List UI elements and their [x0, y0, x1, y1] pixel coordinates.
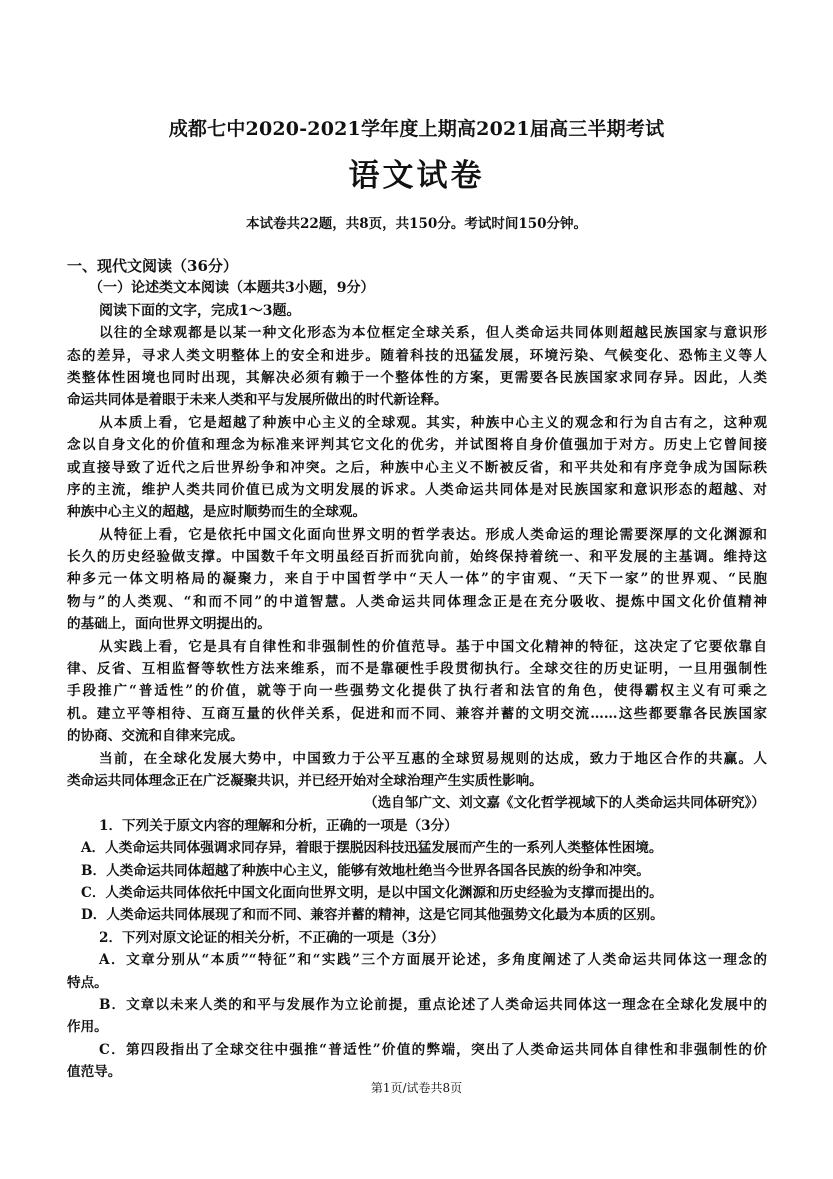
question-2-option-c-cont: 值范导。: [67, 1064, 122, 1081]
passage-line: 类整体性困境也同时出现，其解决必须有赖于一个整体性的方案，更需要各民族国家求同存异。因此，人类: [67, 369, 767, 386]
passage-line: 物与”的人类观、“和而不同”的中道智慧。人类命运共同体理念正是在充分吸收、提炼中国文化价值精神: [67, 593, 767, 610]
question-2-option-c: C．第四段指出了全球交往中强推“普适性”价值的弊端，突出了人类命运共同体自律性和非强制性的价: [99, 1041, 767, 1058]
question-2-option-a-cont: 特点。: [67, 974, 108, 991]
passage-source: （选自邹广文、刘文嘉《文化哲学视域下的人类命运共同体研究》）: [363, 795, 765, 812]
question-1-option-b: B．人类命运共同体超越了种族中心主义，能够有效地杜绝当今世界各国各民族的纷争和冲突。: [81, 862, 650, 879]
passage-line: 种多元一体文明格局的凝聚力，来自于中国哲学中“天人一体”的宇宙观、“天下一家”的世界观、“民胞: [67, 571, 767, 588]
passage-line: 以往的全球观都是以某一种文化形态为本位框定全球关系，但人类命运共同体则超越民族国家与意识形: [99, 325, 767, 342]
passage-line: 念以自身文化的价值和理念为标准来评判其它文化的优劣，并试图将自身价值强加于对方。历史上它曾间接: [67, 437, 767, 454]
paper-title: 语文试卷: [348, 158, 485, 194]
exam-content: [67, 255, 767, 1083]
passage-line: 当前，在全球化发展大势中，中国致力于公平互惠的全球贸易规则的达成，致力于地区合作的共赢。人: [99, 750, 767, 767]
subsection-heading: （一）论述类文本阅读（本题共3小题，9分）: [89, 280, 375, 297]
passage-line: 类命运共同体理念正在广泛凝聚共识，并已经开始对全球治理产生实质性影响。: [67, 772, 543, 789]
question-1-stem: 1．下列关于原文内容的理解和分析，正确的一项是（3分）: [99, 817, 458, 834]
section-heading: 一、现代文阅读（36分）: [67, 257, 238, 275]
question-1-option-d: D．人类命运共同体展现了和而不同、兼容并蓄的精神，这是它同其他强势文化最为本质的区别。: [81, 907, 664, 924]
passage-line: 长久的历史经验做支撑。中国数千年文明虽经百折而犹向前，始终保持着统一、和平发展的主基调。维持这: [67, 549, 767, 566]
passage-line: 手段推广“普适性”的价值，就等于向一些强势文化提供了执行者和法官的角色，使得霸权主义有可乘之: [67, 683, 767, 700]
passage-line: 从特征上看，它是依托中国文化面向世界文明的哲学表达。形成人类命运的理论需要深厚的文化渊源和: [99, 526, 767, 543]
passage-line: 或直接导致了近代之后世界纷争和冲突。之后，种族中心主义不断被反省，和平共处和有序竞争成为国际秩: [67, 459, 767, 476]
question-2-option-b-cont: 作用。: [67, 1019, 108, 1036]
reading-instruction: 阅读下面的文字，完成1～3题。: [99, 302, 301, 319]
passage-line: 机。建立平等相待、互商互量的伙伴关系，促进和而不同、兼容并蓄的文明交流……这些都要靠各民族国家: [67, 705, 767, 722]
passage-line: 序的主流，维护人类共同价值已成为文明发展的诉求。人类命运共同体是对民族国家和意识形态的超越、对: [67, 481, 767, 498]
question-2-stem: 2．下列对原文论证的相关分析，不正确的一项是（3分）: [99, 929, 445, 946]
page-footer: 第1页/试卷共8页: [370, 1081, 463, 1095]
question-2-option-b: B．文章以未来人类的和平与发展作为立论前提，重点论述了人类命运共同体这一理念在全球化发展中的: [99, 996, 767, 1013]
passage-line: 种族中心主义的超越，是应时顺势而生的全球观。: [67, 504, 367, 521]
exam-title: 成都七中2020-2021学年度上期高2021届高三半期考试: [168, 118, 665, 140]
passage-line: 律、反省、互相监督等软性方法来维系，而不是靠硬性手段贯彻执行。全球交往的历史证明，一旦用强制性: [67, 661, 767, 678]
question-1-option-a: A．人类命运共同体强调求同存异，着眼于摆脱因科技迅猛发展而产生的一系列人类整体性困境。: [81, 840, 663, 857]
exam-info: 本试卷共22题，共8页，共150分。考试时间150分钟。: [245, 216, 588, 232]
passage-line: 从本质上看，它是超越了种族中心主义的全球观。其实，种族中心主义的观念和行为自古有之，这种观: [99, 414, 767, 431]
passage-line: 命运共同体是着眼于未来人类和平与发展所做出的时代新诠释。: [67, 392, 448, 409]
passage-line: 态的差异，寻求人类文明整体上的安全和进步。随着科技的迅猛发展，环境污染、气候变化、恐怖主义等人: [67, 347, 767, 364]
passage-line: 从实践上看，它是具有自律性和非强制性的价值范导。基于中国文化精神的特征，这决定了它要依靠自: [99, 638, 767, 655]
question-2-option-a: A．文章分别从“本质”“特征”和“实践”三个方面展开论述，多角度阐述了人类命运共同体这一理念的: [99, 952, 767, 969]
passage-line: 的协商、交流和自律来完成。: [67, 728, 244, 745]
passage-line: 的基础上，面向世界文明提出的。: [67, 616, 271, 633]
question-1-option-c: C．人类命运共同体依托中国文化面向世界文明，是以中国文化渊源和历史经验为支撑而提出的。: [81, 884, 663, 901]
